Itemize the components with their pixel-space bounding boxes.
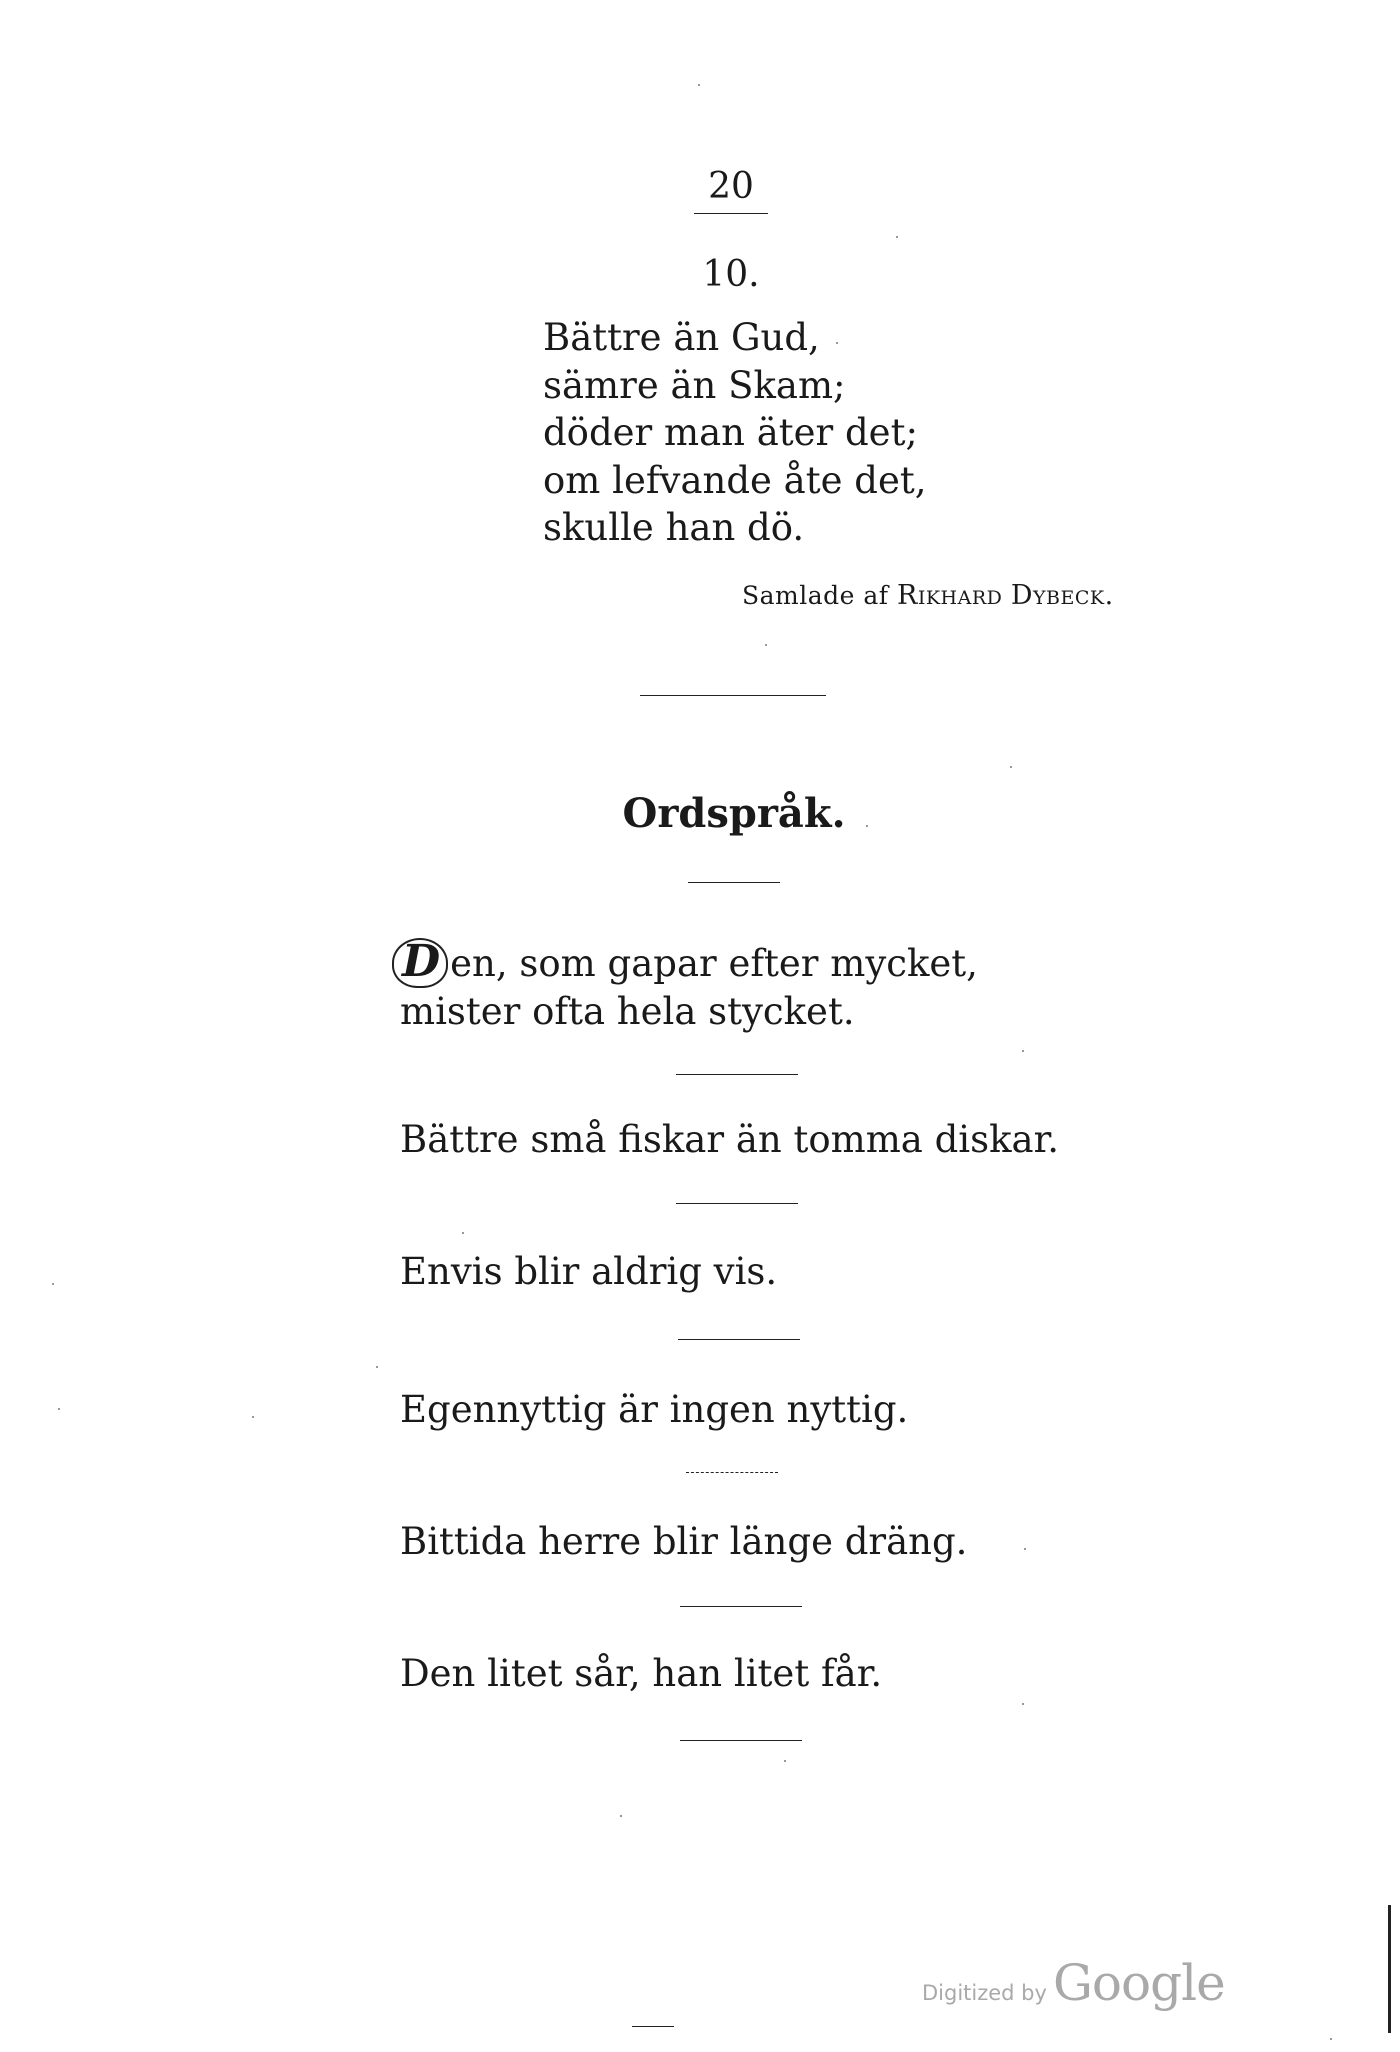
scan-edge-line [1388, 1905, 1391, 2033]
proverb-1 [400, 938, 978, 1036]
page-number-rule [694, 213, 768, 214]
proverb-3: Envis blir aldrig vis. [400, 1250, 778, 1293]
proverb-divider [676, 1074, 798, 1075]
riddle-verse [543, 314, 926, 552]
section-divider [640, 695, 826, 696]
riddle-line: skulle han dö. [543, 506, 805, 549]
proverb-divider [678, 1339, 800, 1340]
proverb-2: Bättre små fiskar än tomma diskar. [400, 1118, 1059, 1161]
scan-speck [836, 342, 838, 344]
proverb-1-line-2: mister ofta hela stycket. [400, 990, 855, 1033]
scan-speck [1022, 1050, 1024, 1052]
decorative-initial: D [392, 938, 448, 988]
scan-speck [866, 825, 868, 827]
proverb-1-line-1 [400, 938, 978, 988]
attribution-prefix: Samlade af [742, 581, 889, 610]
scan-speck [896, 236, 898, 238]
riddle-line: sämre än Skam; [543, 363, 846, 407]
proverb-5: Bittida herre blir länge dräng. [400, 1520, 968, 1563]
scan-speck [1330, 2038, 1332, 2040]
scan-speck [1022, 1703, 1024, 1705]
scan-speck [784, 1760, 786, 1762]
riddle-line: Bättre än Gud, [543, 316, 820, 359]
section-title: Ordspråk. [622, 790, 846, 837]
scan-speck [620, 1815, 622, 1817]
google-logo-text: Google [1052, 1954, 1225, 2012]
digitized-watermark [922, 1954, 1225, 2012]
attribution-name-last: Dybeck. [1010, 580, 1114, 611]
scan-speck [462, 1232, 464, 1234]
scan-speck [1010, 766, 1012, 768]
scan-speck [698, 84, 700, 86]
scan-speck [252, 1416, 254, 1418]
title-rule [688, 882, 780, 883]
riddle-line: om lefvande åte det, [543, 458, 927, 502]
scan-speck [765, 644, 767, 646]
bottom-rule [632, 2026, 674, 2027]
riddle-number: 10. [702, 254, 760, 295]
attribution [742, 580, 1114, 611]
proverb-divider [680, 1740, 802, 1741]
riddle-line: döder man äter det; [543, 411, 918, 454]
proverb-1-line-1-text: en, som gapar efter mycket, [450, 942, 978, 985]
scan-speck [52, 1283, 54, 1285]
attribution-name-first: Rikhard [897, 580, 1003, 611]
watermark-prefix: Digitized by [922, 1981, 1047, 2005]
proverb-divider [676, 1203, 798, 1204]
proverb-divider [680, 1606, 802, 1607]
scan-speck [58, 1408, 60, 1410]
proverb-6: Den litet sår, han litet får. [400, 1652, 883, 1695]
scan-speck [376, 1366, 378, 1368]
proverb-divider [686, 1472, 778, 1473]
scan-speck [1024, 1548, 1026, 1550]
page-number: 20 [708, 166, 754, 207]
proverb-4: Egennyttig är ingen nyttig. [400, 1388, 909, 1431]
